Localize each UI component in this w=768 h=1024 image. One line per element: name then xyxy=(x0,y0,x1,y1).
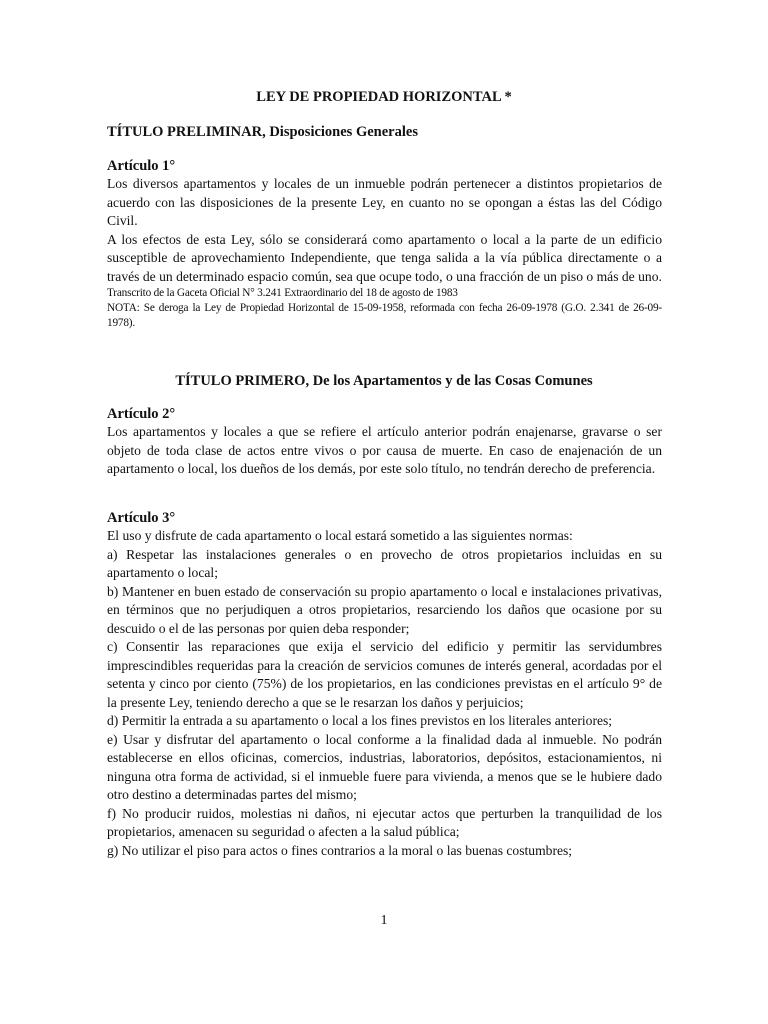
article-2-heading: Artículo 2° xyxy=(107,406,176,422)
document-title: LEY DE PROPIEDAD HORIZONTAL * xyxy=(256,89,512,105)
article-1-footnote-source: Transcrito de la Gaceta Oficial N° 3.241 Extraordinario del 18 de agosto de 1983 xyxy=(107,287,458,299)
article-2-paragraph: Los apartamentos y locales a que se refiere el artículo anterior podrán enajenarse, gravarse o ser objeto de toda clase de actos entre vivos o por causa de muerte. En caso de enajenación de un apartamento o local, los dueños de los demás, por este solo título, no tendrán derecho de preferencia. xyxy=(107,424,662,476)
article-1-heading: Artículo 1° xyxy=(107,158,176,174)
page-number: 1 xyxy=(380,913,388,928)
article-2-section xyxy=(107,406,662,479)
article-3-heading: Artículo 3° xyxy=(107,510,176,526)
article-3-intro: El uso y disfrute de cada apartamento o local estará sometido a las siguientes normas: xyxy=(107,528,573,543)
article-1-footnote-note: NOTA: Se deroga la Ley de Propiedad Horizontal de 15-09-1958, reformada con fecha 26-09-1978 (G.O. 2.341 de 26-09-1978). xyxy=(107,302,662,329)
article-3-item-a: a) Respetar las instalaciones generales o en provecho de otros propietarios incluidas en su apartamento o local; xyxy=(107,546,662,580)
article-3-section xyxy=(107,510,662,860)
article-3-item-e: e) Usar y disfrutar del apartamento o local conforme a la finalidad dada al inmueble. No podrán establecerse en ellos oficinas, comercios, industrias, laboratorios, depósitos, estacionamientos, ni ninguna otra forma de actividad, si el inmueble fuere para vivienda, a menos que se le hubiere dado otro destino a determinadas partes del mismo; xyxy=(107,731,662,802)
article-3-item-f: f) No producir ruidos, molestias ni daños, ni ejecutar actos que perturben la tranquilidad de los propietarios, amenacen su seguridad o afecten a la salud pública; xyxy=(107,805,662,839)
article-1-section xyxy=(107,158,662,331)
preliminary-title-heading: TÍTULO PRELIMINAR, Disposiciones Generales xyxy=(107,124,418,140)
first-title-heading: TÍTULO PRIMERO, De los Apartamentos y de las Cosas Comunes xyxy=(175,373,593,389)
article-3-item-b: b) Mantener en buen estado de conservación su propio apartamento o local e instalaciones privativas, en términos que no perjudiquen a otros propietarios, resarciendo los daños que ocasione por su descuido o el de las personas por quien deba responder; xyxy=(107,583,662,636)
article-3-item-g: g) No utilizar el piso para actos o fines contrarios a la moral o las buenas costumbres; xyxy=(107,842,573,858)
article-1-paragraph-1: Los diversos apartamentos y locales de un inmueble podrán pertenecer a distintos propietarios de acuerdo con las disposiciones de la presente Ley, en cuanto no se opongan a éstas las del Código Civil. xyxy=(107,176,662,228)
article-3-item-d: d) Permitir la entrada a su apartamento o local a los fines previstos en los literales anteriores; xyxy=(107,713,613,728)
article-1-paragraph-2: A los efectos de esta Ley, sólo se considerará como apartamento o local a la parte de un edificio susceptible de aprovechamiento Independiente, que tenga salida a la vía pública directamente o a través de un determinado espacio común, sea que ocupe todo, o una fracción de un piso o más de uno. xyxy=(107,231,662,284)
article-3-item-c: c) Consentir las reparaciones que exija el servicio del edificio y permitir las servidumbres imprescindibles requeridas para la creación de servicios comunes de interés general, acordadas por el setenta y cinco por ciento (75%) de los propietarios, en las condiciones previstas en el artículo 9° de la presente Ley, teniendo derecho a que se le resarzan los daños y perjuicios; xyxy=(107,639,662,710)
